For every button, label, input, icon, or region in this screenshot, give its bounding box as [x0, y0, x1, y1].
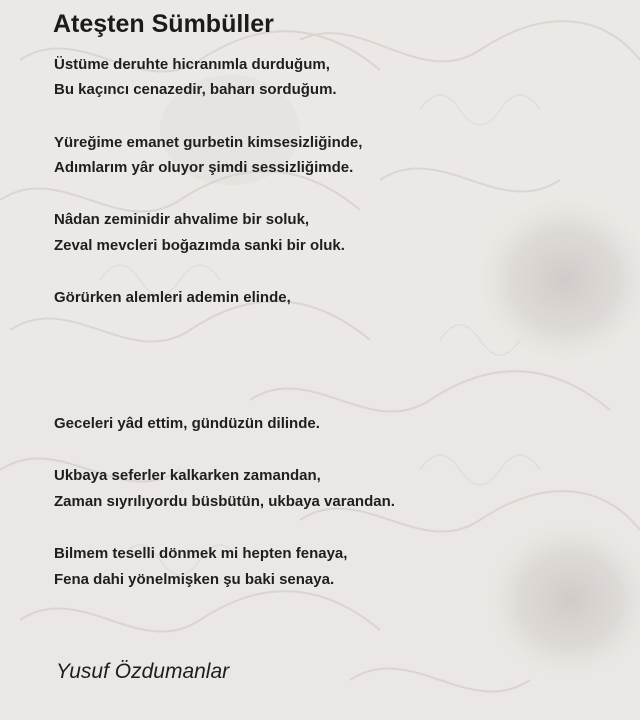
- poem-line: Zaman sıyrılıyordu büsbütün, ukbaya varandan.: [54, 493, 395, 510]
- poem-line: Bu kaçıncı cenazedir, baharı sorduğum.: [54, 81, 337, 98]
- poem-line: Zeval mevcleri boğazımda sanki bir oluk.: [54, 237, 345, 254]
- poem-line: Bilmem teselli dönmek mi hepten fenaya,: [54, 545, 348, 562]
- poem-line: Geceleri yâd ettim, gündüzün dilinde.: [54, 415, 320, 432]
- poem-line: Fena dahi yönelmişken şu baki senaya.: [54, 571, 335, 588]
- poem-line: Ukbaya seferler kalkarken zamandan,: [54, 467, 321, 484]
- poem-line: Nâdan zeminidir ahvalime bir soluk,: [54, 211, 310, 228]
- poem-title: Ateşten Sümbüller: [53, 10, 274, 38]
- poem-line: Adımlarım yâr oluyor şimdi sessizliğimde.: [54, 159, 354, 176]
- poem-line: Görürken alemleri ademin elinde,: [54, 289, 291, 306]
- poem-line: Yüreğime emanet gurbetin kimsesizliğinde,: [54, 134, 363, 151]
- poem-author: Yusuf Özdumanlar: [56, 660, 230, 683]
- poem-line: Üstüme deruhte hicranımla durduğum,: [54, 56, 330, 73]
